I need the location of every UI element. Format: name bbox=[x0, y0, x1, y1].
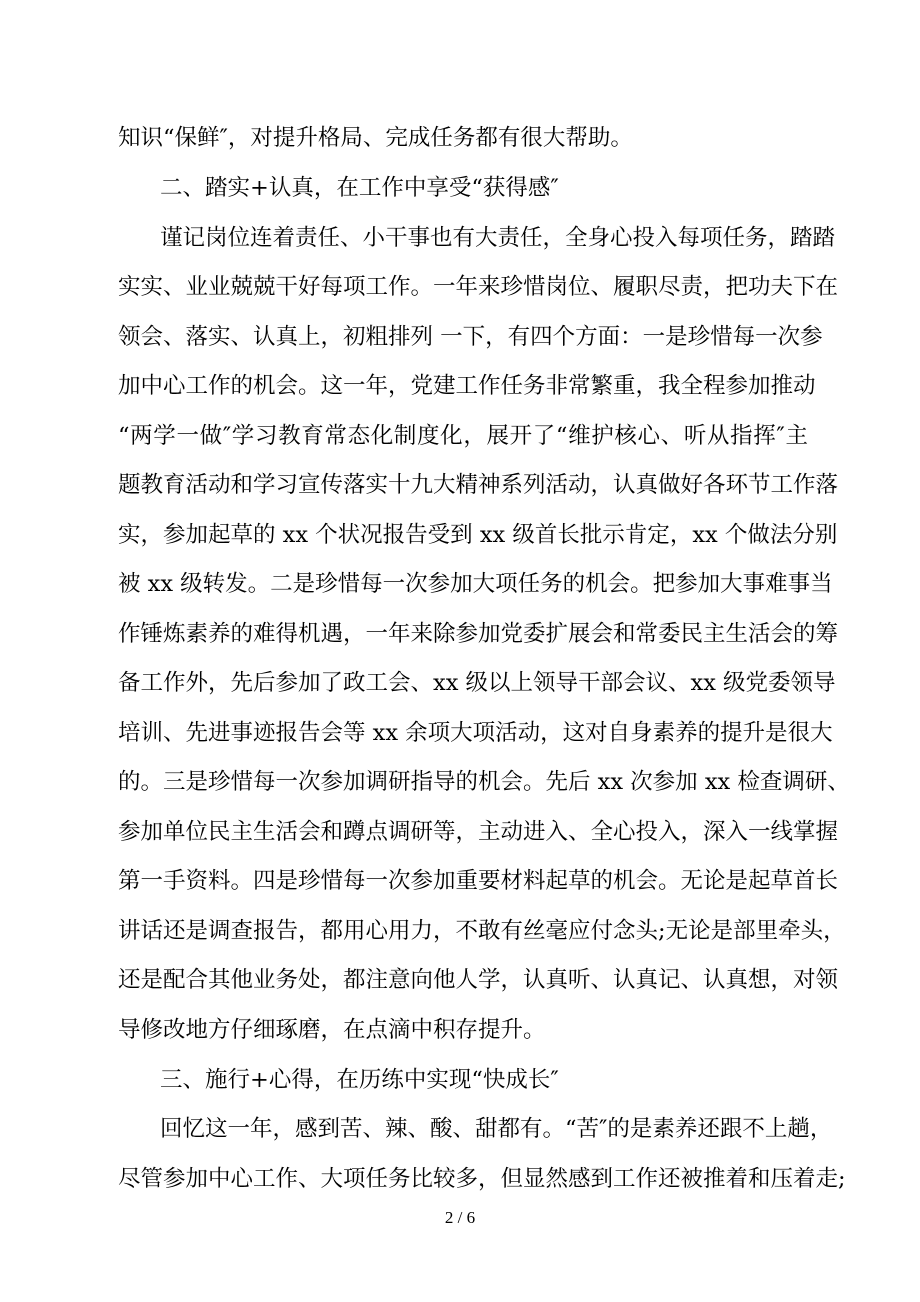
text-line: 参加单位民主生活会和蹲点调研等，主动进入、全心投入，深入一线掌握 bbox=[118, 819, 839, 845]
text-line: 讲话还是调查报告，都用心用力，不敢有丝毫应付念头;无论是部里牵头， bbox=[118, 918, 846, 944]
text-line: 导修改地方仔细琢磨，在点滴中积存提升。 bbox=[118, 1017, 546, 1043]
text-line: 还是配合其他业务处，都注意向他人学，认真听、认真记、认真想，对领 bbox=[118, 967, 839, 993]
text-line: 回忆这一年，感到苦、辣、酸、甜都有。“苦″的是素养还跟不上趟， bbox=[160, 1116, 833, 1142]
text-line: 的。三是珍惜每一次参加调研指导的机会。先后 xx 次参加 xx 检查调研、 bbox=[118, 769, 850, 795]
text-line: 尽管参加中心工作、大项任务比较多，但显然感到工作还被推着和压着走; bbox=[118, 1166, 846, 1192]
text-line: 知识“保鲜″，对提升格局、完成任务都有很大帮助。 bbox=[118, 125, 633, 151]
page-number: 2 / 6 bbox=[444, 1208, 476, 1227]
text-line: 培训、先进事迹报告会等 xx 余项大项活动，这对自身素养的提升是很大 bbox=[118, 720, 833, 746]
text-line: 题教育活动和学习宣传落实十九大精神系列活动，认真做好各环节工作落 bbox=[118, 472, 839, 498]
text-line: 谨记岗位连着责任、小干事也有大责任，全身心投入每项任务，踏踏 bbox=[160, 225, 836, 251]
text-line: 实，参加起草的 xx 个状况报告受到 xx 级首长批示肯定，xx 个做法分别 bbox=[118, 522, 838, 548]
text-line: 作锤炼素养的难得机遇，一年来除参加党委扩展会和常委民主生活会的筹 bbox=[118, 621, 839, 647]
section-heading: 二、踏实+认真，在工作中享受“获得感″ bbox=[160, 175, 559, 201]
text-line: “两学一做″学习教育常态化制度化，展开了“维护核心、听从指挥″主 bbox=[118, 423, 808, 449]
text-line: 被 xx 级转发。二是珍惜每一次参加大项任务的机会。把参加大事难事当 bbox=[118, 571, 833, 597]
text-line: 第一手资料。四是珍惜每一次参加重要材料起草的机会。无论是起草首长 bbox=[118, 868, 839, 894]
section-heading: 三、施行+心得，在历练中实现“快成长″ bbox=[160, 1067, 559, 1093]
text-line: 领会、落实、认真上，初粗排列 一下，有四个方面：一是珍惜每一次参 bbox=[118, 324, 823, 350]
text-line: 实实、业业兢兢干好每项工作。一年来珍惜岗位、履职尽责，把功夫下在 bbox=[118, 274, 839, 300]
text-line: 加中心工作的机会。这一年，党建工作任务非常繁重，我全程参加推动 bbox=[118, 373, 816, 399]
text-line: 备工作外，先后参加了政工会、xx 级以上领导干部会议、xx 级党委领导 bbox=[118, 670, 836, 696]
